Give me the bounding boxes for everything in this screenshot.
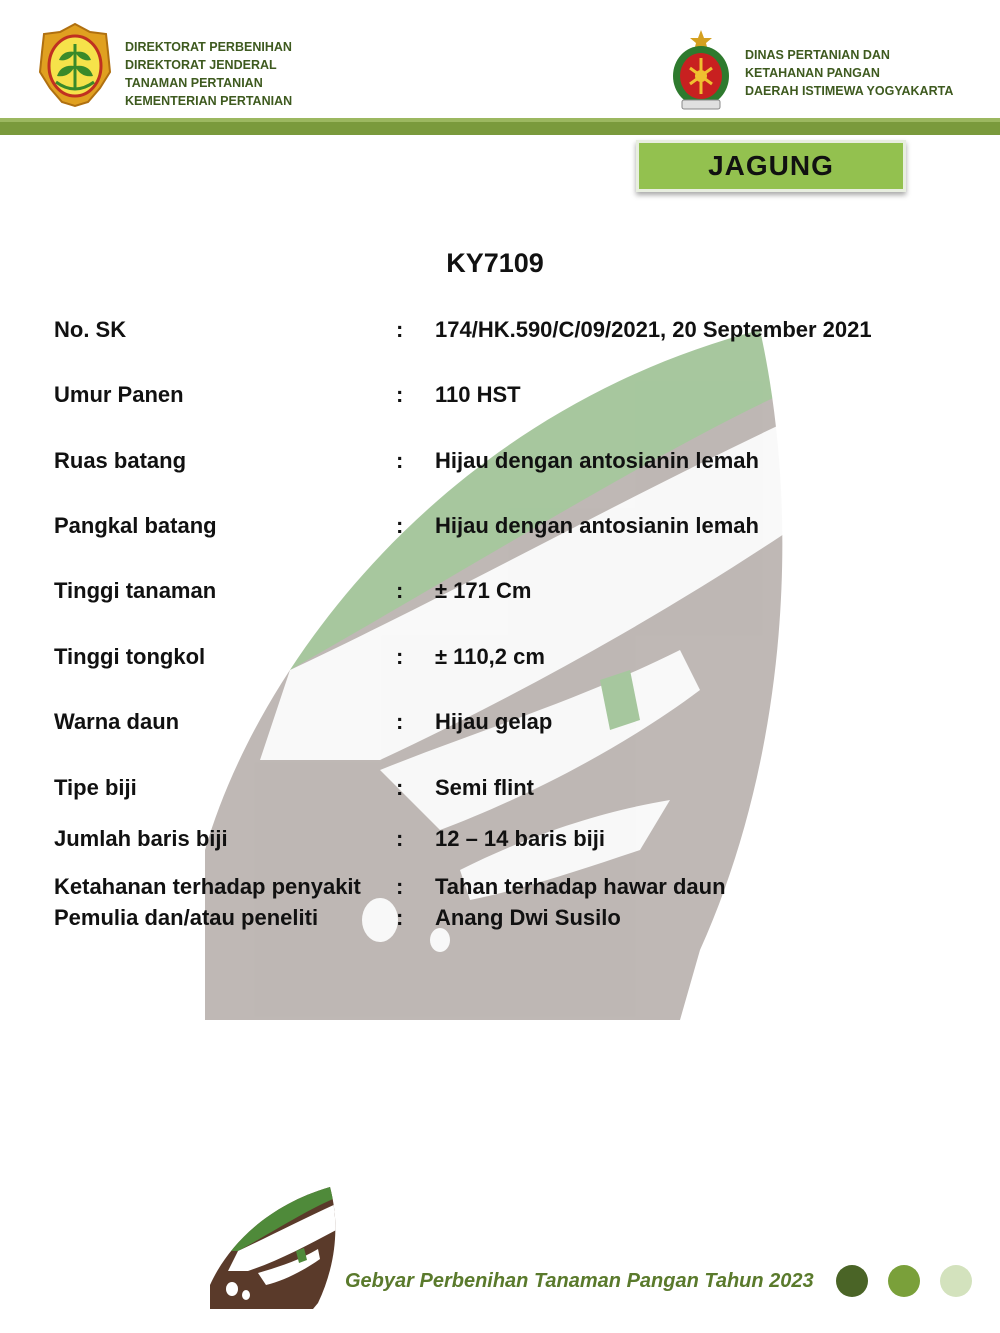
commodity-label: JAGUNG (708, 150, 834, 181)
right-org-line: DAERAH ISTIMEWA YOGYAKARTA (745, 84, 954, 98)
spec-label: Warna daun (54, 709, 180, 734)
header-divider-highlight (0, 118, 1000, 122)
spec-value: Hijau gelap (435, 709, 553, 734)
spec-colon: : (396, 578, 404, 603)
spec-value: Tahan terhadap hawar daun (435, 874, 726, 899)
footer-dot-dark (836, 1265, 868, 1297)
spec-value: Semi flint (435, 775, 535, 800)
spec-label: Jumlah baris biji (54, 826, 228, 851)
spec-value: 110 HST (435, 382, 521, 407)
spec-label: Ketahanan terhadap penyakit (54, 874, 361, 899)
spec-label: Pangkal batang (54, 513, 217, 538)
left-org-name (125, 38, 292, 110)
right-org-line: KETAHANAN PANGAN (745, 66, 880, 80)
event-tagline: Gebyar Perbenihan Tanaman Pangan Tahun 2023 (345, 1270, 814, 1292)
spec-label: Umur Panen (54, 382, 184, 407)
spec-colon: : (396, 513, 404, 538)
spec-colon: : (396, 826, 404, 851)
spec-colon: : (396, 874, 404, 899)
spec-colon: : (396, 709, 404, 734)
spec-value: Anang Dwi Susilo (435, 905, 621, 930)
variety-title: KY7109 (446, 248, 544, 278)
spec-label: Ruas batang (54, 448, 187, 473)
spec-colon: : (396, 905, 404, 930)
spec-label: Tipe biji (54, 775, 137, 800)
left-org-line: DIREKTORAT JENDERAL (125, 58, 277, 72)
kementan-logo-icon (38, 22, 112, 108)
right-org-name (745, 46, 953, 100)
spec-label: Pemulia dan/atau peneliti (54, 905, 319, 930)
spec-value: 12 – 14 baris biji (435, 826, 605, 851)
spec-colon: : (396, 317, 404, 342)
footer-dot-light (940, 1265, 972, 1297)
commodity-badge (636, 140, 906, 192)
spec-value: Hijau dengan antosianin lemah (435, 513, 759, 538)
left-org-line: TANAMAN PERTANIAN (125, 76, 263, 90)
diy-coat-of-arms-icon (668, 28, 734, 112)
spec-label: Tinggi tanaman (54, 578, 217, 603)
spec-colon: : (396, 382, 404, 407)
right-org-line: DINAS PERTANIAN DAN (745, 48, 890, 62)
footer-leaf-logo-icon (208, 1185, 338, 1310)
spec-label: Tinggi tongkol (54, 644, 206, 669)
spec-colon: : (396, 448, 404, 473)
spec-colon: : (396, 775, 404, 800)
left-org-line: KEMENTERIAN PERTANIAN (125, 94, 293, 108)
left-org-line: DIREKTORAT PERBENIHAN (125, 40, 292, 54)
spec-colon: : (396, 644, 404, 669)
spec-value: ± 171 Cm (435, 578, 532, 603)
spec-value: Hijau dengan antosianin lemah (435, 448, 759, 473)
spec-label: No. SK (54, 317, 127, 342)
spec-value: 174/HK.590/C/09/2021, 20 September 2021 (435, 317, 872, 342)
spec-value: ± 110,2 cm (435, 644, 545, 669)
footer-dot-medium (888, 1265, 920, 1297)
